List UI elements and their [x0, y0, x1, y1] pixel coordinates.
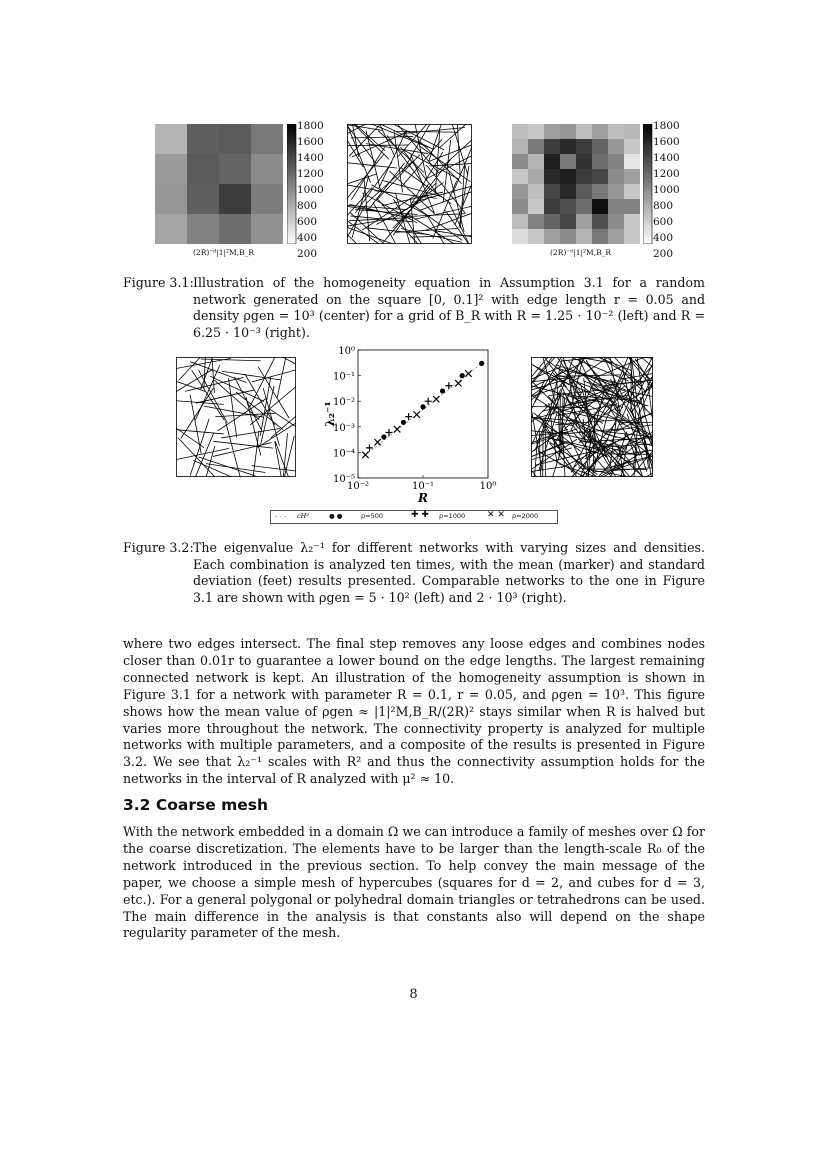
colorbar-tick-5: 800 — [297, 200, 318, 212]
heatmap-cell — [608, 229, 625, 244]
caption-text: The eigenvalue λ₂⁻¹ for different networks with varying sizes and densities. Each combination is analyzed ten times, with the mean (marker) and standard deviation (feet) results presented. Comparable networks to the one in Figure 3.1 are shown with ρgen = 5 · 10² (left) and 2 · 10³ (right). — [193, 540, 705, 605]
fig1-right-heatmap — [512, 124, 640, 244]
heatmap-cell — [608, 124, 625, 140]
x-tick-label: 10⁻² — [346, 481, 370, 492]
fig2-legend — [270, 510, 558, 524]
heatmap-cell — [251, 214, 283, 244]
heatmap-cell — [155, 214, 188, 244]
data-point — [479, 361, 484, 366]
heatmap-cell — [187, 184, 220, 215]
fig2-right-network — [531, 357, 653, 477]
heatmap-cell — [528, 184, 545, 200]
body-paragraph-2: With the network embedded in a domain Ω we can introduce a family of meshes over Ω for the coarse discretization. The elements have to be larger than the length-scale R₀ of the network introduced in the previous section. To help convey the main message of the paper, we choose a simple mesh of hypercubes (squares for d = 2, and cubes for d = 3, etc.). For a general polygonal or polyhedral domain triangles or tetrahedrons can be used. The main difference in the analysis is that constants also will depend on the shape regularity parameter of the mesh. — [123, 824, 705, 941]
fig1-center-network — [347, 124, 472, 244]
heatmap-cell — [528, 199, 545, 215]
heatmap-cell — [576, 229, 593, 244]
colorbar-tick-7: 400 — [297, 232, 318, 244]
legend-x-marker: ✕ ✕ — [487, 510, 505, 520]
fig1-right-formula: (2R)⁻ᵈ|1|²M,B_R — [550, 248, 612, 257]
heatmap-cell — [155, 184, 188, 215]
heatmap-cell — [512, 184, 529, 200]
heatmap-cell — [624, 169, 640, 185]
heatmap-cell — [512, 229, 529, 244]
section-heading: 3.2 Coarse mesh — [123, 796, 269, 814]
colorbar-tick-2: 1400 — [297, 152, 324, 164]
heatmap-cell — [576, 124, 593, 140]
heatmap-cell — [624, 154, 640, 170]
fig1-right-colorbar-ticks — [653, 118, 680, 262]
heatmap-cell — [576, 184, 593, 200]
caption-label: Figure 3.2: — [123, 540, 194, 555]
legend-ref-label: cH² — [297, 512, 309, 520]
heatmap-cell — [528, 169, 545, 185]
colorbar-tick-8: 200 — [653, 248, 674, 260]
x-axis-label: R — [418, 491, 428, 502]
heatmap-cell — [528, 229, 545, 244]
legend-s3-label: ρ=2000 — [512, 512, 539, 520]
heatmap-cell — [528, 124, 545, 140]
colorbar-tick-0: 1800 — [653, 120, 680, 132]
figure-3-2-caption — [123, 540, 705, 606]
fig1-left-heatmap — [155, 124, 283, 244]
heatmap-cell — [608, 169, 625, 185]
data-point — [401, 420, 406, 425]
colorbar-tick-7: 400 — [653, 232, 674, 244]
plot-frame — [358, 350, 488, 478]
heatmap-cell — [560, 139, 577, 155]
heatmap-cell — [592, 184, 609, 200]
page-number: 8 — [409, 987, 418, 1002]
legend-s2-label: ρ=1000 — [439, 512, 466, 520]
heatmap-cell — [544, 154, 561, 170]
heatmap-cell — [219, 184, 252, 215]
heatmap-cell — [512, 154, 529, 170]
heatmap-cell — [528, 154, 545, 170]
x-tick-label: 10⁻¹ — [411, 481, 435, 492]
heatmap-cell — [624, 139, 640, 155]
y-tick-label: 10⁻¹ — [332, 371, 355, 383]
fig1-left-colorbar — [287, 124, 297, 244]
y-tick-label: 10⁻⁵ — [332, 474, 355, 485]
fig1-left-colorbar-ticks — [297, 118, 324, 262]
heatmap-cell — [576, 154, 593, 170]
fig1-right-colorbar — [643, 124, 653, 244]
legend-plus-marker: ✚ ✚ — [411, 510, 429, 520]
network-edge — [545, 417, 546, 477]
heatmap-cell — [560, 169, 577, 185]
heatmap-cell — [560, 214, 577, 230]
heatmap-cell — [608, 139, 625, 155]
y-tick-label: 10⁻³ — [332, 422, 355, 434]
heatmap-cell — [512, 214, 529, 230]
heatmap-cell — [544, 229, 561, 244]
heatmap-cell — [544, 139, 561, 155]
heatmap-cell — [608, 214, 625, 230]
heatmap-cell — [624, 184, 640, 200]
heatmap-cell — [592, 199, 609, 215]
body-paragraph-1: where two edges intersect. The final step removes any loose edges and combines nodes closer than 0.01r to guarantee a lower bound on the edge lengths. The largest remaining connected network is kept. An illustration of the homogeneity assumption is shown in Figure 3.1 for a network with parameter R = 0.1, r = 0.05, and ρgen = 10³. This figure shows how the mean value of ρgen ≈ |1|²M,B_R/(2R)² stays similar when R is halved but varies more throughout the network. The connectivity property is analyzed for multiple networks with multiple parameters, and a composite of the results is presented in Figure 3.2. We see that λ₂⁻¹ scales with R² and thus the connectivity assumption holds for the networks in the interval of R analyzed with μ² ≈ 10. — [123, 636, 705, 787]
x-tick-label: 10⁰ — [479, 481, 497, 492]
fig2-left-network — [176, 357, 296, 477]
colorbar-tick-5: 800 — [653, 200, 674, 212]
caption-text: Illustration of the homogeneity equation in Assumption 3.1 for a random network generated on the square [0, 0.1]² with edge length r = 0.05 and density ρgen = 10³ (center) for a grid of B_R with R = 1.25 · 10⁻² (left) and R = 6.25 · 10⁻³ (right). — [193, 275, 705, 340]
heatmap-cell — [576, 214, 593, 230]
colorbar-tick-8: 200 — [297, 248, 318, 260]
data-point — [460, 373, 465, 378]
heatmap-cell — [187, 124, 220, 155]
heatmap-cell — [251, 124, 283, 155]
colorbar-tick-4: 1000 — [297, 184, 324, 196]
heatmap-cell — [560, 184, 577, 200]
colorbar-tick-3: 1200 — [653, 168, 680, 180]
colorbar-tick-6: 600 — [297, 216, 318, 228]
data-point — [381, 434, 386, 439]
data-point — [440, 388, 445, 393]
heatmap-cell — [155, 154, 188, 185]
legend-s1-label: ρ=500 — [361, 512, 383, 520]
heatmap-cell — [560, 199, 577, 215]
fig2-scatter-chart — [320, 340, 500, 502]
heatmap-cell — [592, 154, 609, 170]
heatmap-cell — [608, 199, 625, 215]
heatmap-cell — [544, 169, 561, 185]
heatmap-cell — [624, 199, 640, 215]
heatmap-cell — [528, 139, 545, 155]
heatmap-cell — [512, 124, 529, 140]
data-point — [420, 404, 425, 409]
heatmap-cell — [219, 124, 252, 155]
colorbar-tick-3: 1200 — [297, 168, 324, 180]
heatmap-cell — [512, 169, 529, 185]
heatmap-cell — [187, 154, 220, 185]
heatmap-cell — [592, 169, 609, 185]
colorbar-tick-1: 1600 — [653, 136, 680, 148]
heatmap-cell — [219, 154, 252, 185]
fig1-left-formula: (2R)⁻ᵈ|1|²M,B_R — [193, 248, 255, 257]
heatmap-cell — [560, 154, 577, 170]
heatmap-cell — [592, 124, 609, 140]
heatmap-cell — [544, 199, 561, 215]
y-tick-label: 10⁻⁴ — [332, 448, 355, 460]
figure-3-1-caption — [123, 275, 705, 341]
heatmap-cell — [608, 154, 625, 170]
heatmap-cell — [544, 184, 561, 200]
heatmap-cell — [576, 139, 593, 155]
y-tick-label: 10⁰ — [338, 346, 355, 357]
heatmap-cell — [251, 184, 283, 215]
y-axis-label: λ₂⁻¹ — [323, 401, 337, 427]
heatmap-cell — [512, 199, 529, 215]
caption-label: Figure 3.1: — [123, 275, 194, 290]
heatmap-cell — [544, 124, 561, 140]
heatmap-cell — [576, 199, 593, 215]
heatmap-cell — [512, 139, 529, 155]
heatmap-cell — [592, 139, 609, 155]
heatmap-cell — [624, 214, 640, 230]
heatmap-cell — [187, 214, 220, 244]
heatmap-cell — [592, 229, 609, 244]
colorbar-tick-2: 1400 — [653, 152, 680, 164]
heatmap-cell — [219, 214, 252, 244]
heatmap-cell — [544, 214, 561, 230]
legend-ref-marker: - - - — [275, 512, 287, 520]
colorbar-tick-1: 1600 — [297, 136, 324, 148]
heatmap-cell — [624, 124, 640, 140]
heatmap-cell — [560, 124, 577, 140]
heatmap-cell — [528, 214, 545, 230]
heatmap-cell — [608, 184, 625, 200]
heatmap-cell — [560, 229, 577, 244]
heatmap-cell — [576, 169, 593, 185]
colorbar-tick-0: 1800 — [297, 120, 324, 132]
heatmap-cell — [624, 229, 640, 244]
heatmap-cell — [592, 214, 609, 230]
legend-dot-marker: ● ● — [329, 512, 343, 520]
y-tick-label: 10⁻² — [332, 397, 355, 409]
colorbar-tick-4: 1000 — [653, 184, 680, 196]
heatmap-cell — [155, 124, 188, 155]
heatmap-cell — [251, 154, 283, 185]
colorbar-tick-6: 600 — [653, 216, 674, 228]
